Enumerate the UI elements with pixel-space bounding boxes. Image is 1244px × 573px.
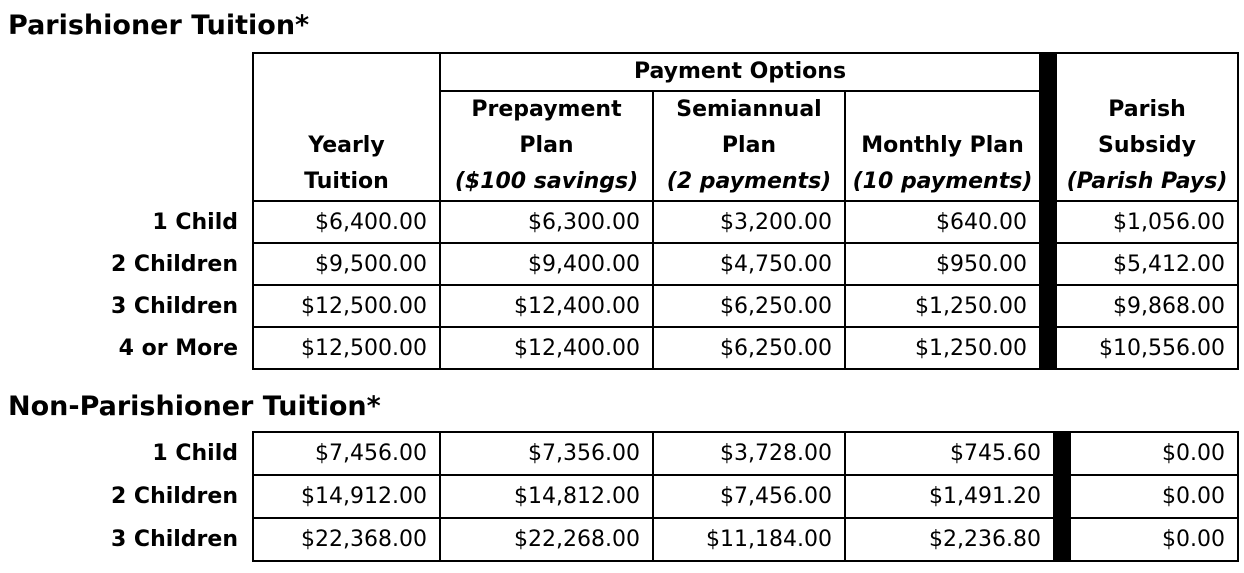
row-label: 1 Child [152, 209, 238, 235]
table-row [14, 243, 1238, 285]
divider-bar [1054, 432, 1070, 475]
table-row [14, 518, 1238, 561]
yearly-tuition-cell: $6,400.00 [253, 201, 440, 243]
monthly-cell: $950.00 [845, 243, 1040, 285]
semi-header-sub: (2 payments) [666, 169, 832, 194]
row-label: 2 Children [110, 251, 238, 277]
table-row [14, 432, 1238, 475]
prepayment-cell: $7,356.00 [440, 432, 653, 475]
monthly-cell: $1,491.20 [845, 475, 1054, 518]
semiannual-cell: $6,250.00 [653, 327, 845, 369]
monthly-header-line1: Monthly Plan [861, 133, 1024, 158]
divider-bar [1040, 243, 1056, 285]
subsidy-header-line1: Parish [1108, 97, 1186, 122]
prepay-header-sub: ($100 savings) [454, 169, 639, 194]
yearly-header-line1: Yearly [308, 133, 385, 158]
semiannual-cell: $3,728.00 [653, 432, 845, 475]
parish-subsidy-header [1056, 91, 1238, 201]
subsidy-header-top [1056, 53, 1238, 91]
yearly-tuition-cell: $12,500.00 [253, 327, 440, 369]
prepayment-cell: $14,812.00 [440, 475, 653, 518]
row-label: 2 Children [110, 484, 238, 509]
prepayment-cell: $12,400.00 [440, 327, 653, 369]
non-parishioner-tuition-title: Non-Parishioner Tuition* [8, 391, 381, 422]
prepayment-cell: $6,300.00 [440, 201, 653, 243]
semiannual-cell: $11,184.00 [653, 518, 845, 561]
subsidy-cell: $0.00 [1070, 432, 1238, 475]
yearly-tuition-header [253, 91, 440, 201]
subsidy-header-sub: (Parish Pays) [1066, 169, 1228, 194]
row-label: 1 Child [152, 441, 238, 466]
semiannual-plan-header [653, 91, 845, 201]
semiannual-cell: $4,750.00 [653, 243, 845, 285]
table-row [14, 475, 1238, 518]
monthly-cell: $640.00 [845, 201, 1040, 243]
parishioner-tuition-table [14, 52, 1239, 370]
prepayment-plan-header [440, 91, 653, 201]
monthly-cell: $1,250.00 [845, 285, 1040, 327]
subsidy-cell: $1,056.00 [1056, 201, 1238, 243]
divider-bar [1054, 475, 1070, 518]
semiannual-cell: $3,200.00 [653, 201, 845, 243]
table-row [14, 201, 1238, 243]
yearly-tuition-cell: $9,500.00 [253, 243, 440, 285]
table-row [14, 327, 1238, 369]
monthly-header-sub: (10 payments) [852, 169, 1033, 194]
prepayment-cell: $12,400.00 [440, 285, 653, 327]
subsidy-cell: $9,868.00 [1056, 285, 1238, 327]
semiannual-cell: $7,456.00 [653, 475, 845, 518]
semi-header-line2: Plan [721, 133, 777, 158]
subsidy-cell: $0.00 [1070, 518, 1238, 561]
yearly-header-top [253, 53, 440, 91]
subsidy-cell: $10,556.00 [1056, 327, 1238, 369]
semi-header-line1: Semiannual [676, 97, 822, 122]
divider-bar [1040, 327, 1056, 369]
monthly-cell: $2,236.80 [845, 518, 1054, 561]
divider-bar [1040, 201, 1056, 243]
monthly-cell: $745.60 [845, 432, 1054, 475]
payment-options-header: Payment Options [440, 53, 1040, 91]
header-divider-bar [1040, 53, 1056, 201]
prepayment-cell: $9,400.00 [440, 243, 653, 285]
divider-bar [1040, 285, 1056, 327]
parishioner-tuition-title: Parishioner Tuition* [8, 10, 310, 41]
row-label: 4 or More [118, 335, 238, 361]
semiannual-cell: $6,250.00 [653, 285, 845, 327]
yearly-tuition-cell: $22,368.00 [253, 518, 440, 561]
row-label: 3 Children [110, 293, 238, 319]
subsidy-header-line2: Subsidy [1098, 133, 1196, 158]
header-spacer [14, 91, 253, 201]
prepayment-cell: $22,268.00 [440, 518, 653, 561]
non-parishioner-tuition-table [14, 431, 1239, 562]
subsidy-cell: $5,412.00 [1056, 243, 1238, 285]
header-spacer [14, 53, 253, 91]
yearly-tuition-cell: $7,456.00 [253, 432, 440, 475]
monthly-cell: $1,250.00 [845, 327, 1040, 369]
yearly-tuition-cell: $12,500.00 [253, 285, 440, 327]
row-label: 3 Children [110, 527, 238, 552]
yearly-header-line2: Tuition [304, 169, 389, 194]
table-row [14, 285, 1238, 327]
subsidy-cell: $0.00 [1070, 475, 1238, 518]
header-row-top [14, 53, 1238, 91]
divider-bar [1054, 518, 1070, 561]
prepay-header-line2: Plan [519, 133, 574, 158]
yearly-tuition-cell: $14,912.00 [253, 475, 440, 518]
monthly-plan-header [845, 91, 1040, 201]
prepay-header-line1: Prepayment [471, 97, 622, 122]
